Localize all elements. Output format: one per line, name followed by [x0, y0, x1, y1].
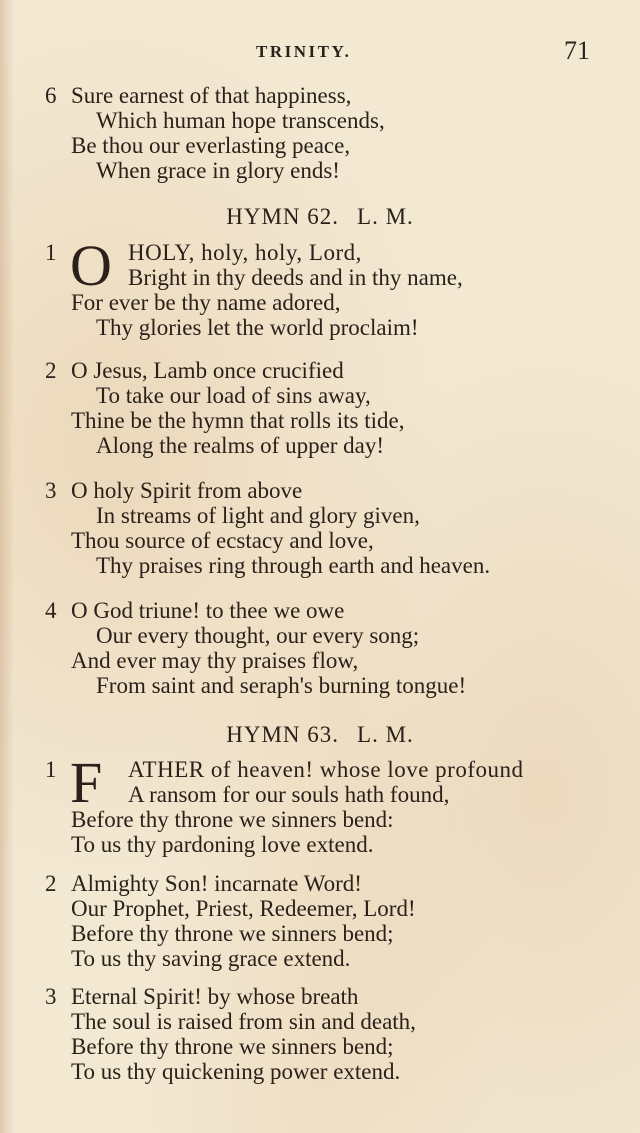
stanza-number: 3 [45, 478, 57, 503]
verse-text: To us thy pardoning love extend. [71, 832, 374, 857]
verse-text: To take our load of sins away, [96, 383, 371, 408]
verse-text: Before thy throne we sinners bend: [71, 807, 394, 832]
verse-text: Thy glories let the world proclaim! [96, 315, 419, 340]
hymn-63-title [0, 722, 640, 748]
verse-line [0, 290, 640, 315]
verse-text: To us thy quickening power extend. [71, 1059, 401, 1084]
page-number: 71 [564, 36, 590, 65]
verse-line [0, 433, 640, 458]
hymn-62-stanza-4 [0, 598, 640, 698]
hymn-62-title [0, 204, 640, 230]
verse-text: Before thy throne we sinners bend; [71, 1034, 394, 1059]
verse-text: Thou source of ecstacy and love, [71, 528, 374, 553]
verse-text: Sure earnest of that happiness, [71, 83, 352, 108]
verse-line [0, 1034, 640, 1059]
verse-text: The soul is raised from sin and death, [71, 1009, 416, 1034]
verse-text: Thine be the hymn that rolls its tide, [71, 408, 405, 433]
verse-text: Before thy throne we sinners bend; [71, 921, 394, 946]
verse-line [0, 383, 640, 408]
stanza-number: 2 [45, 358, 57, 383]
hymn-63-stanza-2 [0, 871, 640, 971]
verse-text: Thy praises ring through earth and heaven. [96, 553, 491, 578]
verse-text: HOLY, holy, holy, Lord, [128, 240, 362, 265]
verse-line [0, 358, 640, 383]
stanza-number: 1 [45, 757, 57, 782]
verse-text: And ever may thy praises flow, [71, 648, 359, 673]
hymn-63-stanza-3 [0, 984, 640, 1084]
stanza-number: 1 [45, 240, 57, 265]
verse-text: For ever be thy name adored, [71, 290, 341, 315]
hymn-number: HYMN 63. [226, 722, 340, 747]
verse-line [0, 315, 640, 340]
verse-line [0, 408, 640, 433]
verse-line [0, 673, 640, 698]
verse-text: When grace in glory ends! [96, 158, 340, 183]
verse-line [0, 478, 640, 503]
verse-line [0, 503, 640, 528]
verse-text: A ransom for our souls hath found, [128, 782, 450, 807]
verse-line [0, 921, 640, 946]
hymn-meter: L. M. [357, 204, 414, 229]
verse-line [0, 623, 640, 648]
verse-text: From saint and seraph's burning tongue! [96, 673, 467, 698]
verse-text: O God triune! to thee we owe [71, 598, 345, 623]
verse-line [0, 528, 640, 553]
hymn-63-stanza-1 [0, 750, 640, 857]
hymn-number: HYMN 62. [226, 204, 340, 229]
verse-line [0, 1009, 640, 1034]
verse-line [0, 553, 640, 578]
page-header [0, 36, 640, 66]
verse-text: O holy Spirit from above [71, 478, 303, 503]
verse-line [0, 158, 640, 183]
hymn-62-stanza-1 [0, 233, 640, 340]
verse-line [0, 782, 640, 807]
stanza-number: 2 [45, 871, 57, 896]
verse-text: Almighty Son! incarnate Word! [71, 871, 362, 896]
drop-cap: F [70, 750, 103, 815]
verse-line [0, 871, 640, 896]
verse-line [0, 832, 640, 857]
running-head: TRINITY. [256, 42, 352, 61]
verse-text: To us thy saving grace extend. [71, 946, 351, 971]
verse-line [0, 946, 640, 971]
prev-hymn-stanza-6 [0, 83, 640, 183]
stanza-number: 6 [45, 83, 57, 108]
verse-line [0, 108, 640, 133]
verse-text: Our every thought, our every song; [96, 623, 420, 648]
verse-text: In streams of light and glory given, [96, 503, 420, 528]
stanza-number: 4 [45, 598, 57, 623]
hymn-62-stanza-2 [0, 358, 640, 458]
drop-cap: O [70, 233, 112, 298]
verse-line [0, 648, 640, 673]
verse-line [0, 265, 640, 290]
verse-line [0, 1059, 640, 1084]
verse-text: Which human hope transcends, [96, 108, 385, 133]
verse-line [0, 807, 640, 832]
verse-text: Along the realms of upper day! [96, 433, 385, 458]
hymn-meter: L. M. [357, 722, 414, 747]
verse-text: Bright in thy deeds and in thy name, [128, 265, 463, 290]
verse-line [0, 896, 640, 921]
verse-line [0, 83, 640, 108]
verse-line [0, 598, 640, 623]
stanza-number: 3 [45, 984, 57, 1009]
verse-line [0, 984, 640, 1009]
hymn-62-stanza-3 [0, 478, 640, 578]
verse-text: O Jesus, Lamb once crucified [71, 358, 344, 383]
verse-line [0, 133, 640, 158]
verse-text: ATHER of heaven! whose love profound [128, 757, 524, 782]
verse-text: Be thou our everlasting peace, [71, 133, 351, 158]
verse-text: Eternal Spirit! by whose breath [71, 984, 359, 1009]
verse-text: Our Prophet, Priest, Redeemer, Lord! [71, 896, 416, 921]
